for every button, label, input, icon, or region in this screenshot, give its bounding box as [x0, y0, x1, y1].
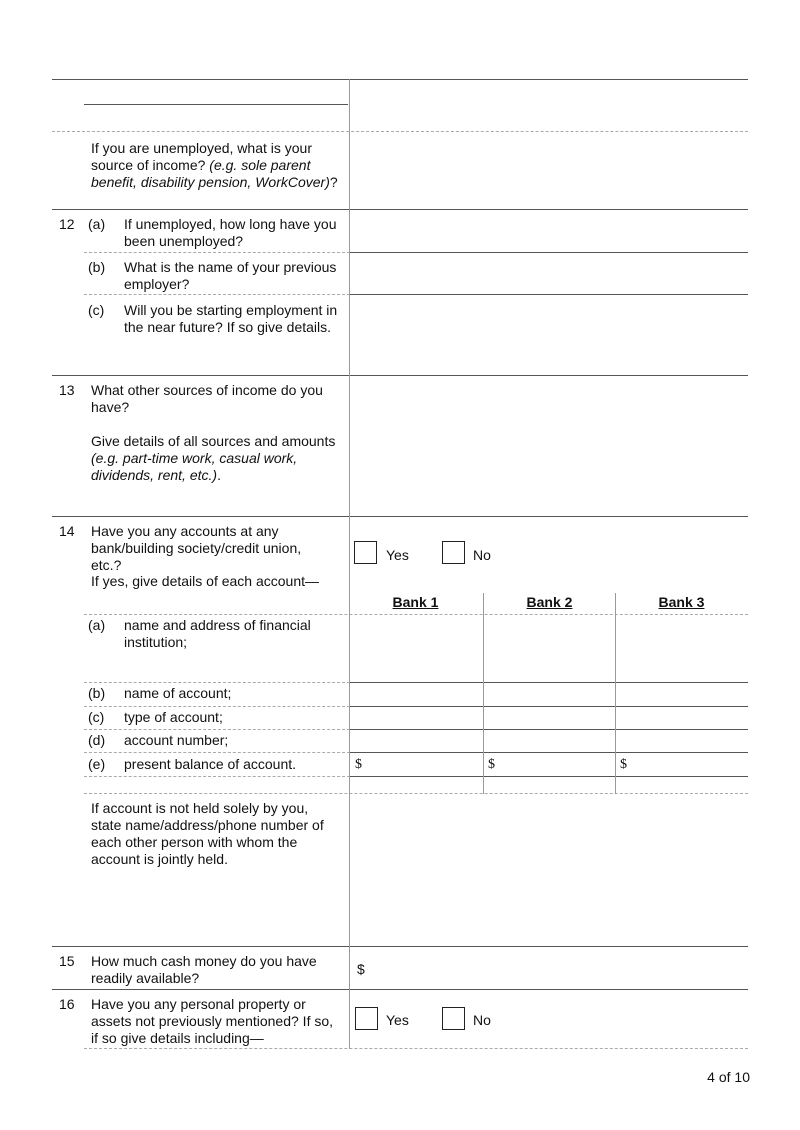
rule-top-left-inner: [84, 104, 348, 105]
q14-joint-answer-field[interactable]: [351, 795, 748, 946]
q14-yes-checkbox[interactable]: [354, 541, 377, 564]
q16-yes-checkbox[interactable]: [355, 1007, 378, 1030]
q16-number: 16: [59, 996, 75, 1012]
q13-details: Give details of all sources and amounts (e.g. part-time work, casual work, dividends, rent, etc.).: [91, 433, 336, 483]
bank-2-header: Bank 2: [526, 594, 573, 610]
q12c-answer-field[interactable]: [351, 295, 748, 375]
q12a-text: If unemployed, how long have you been unemployed?: [124, 216, 337, 249]
bank-divider-2: [615, 593, 616, 794]
rule-top: [52, 79, 748, 80]
rule-q14: [52, 516, 748, 517]
q14-joint-account-text: If account is not held solely by you, state name/address/phone number of each other person with whom the account is jointly held.: [91, 800, 324, 867]
column-divider: [349, 79, 350, 1049]
q12-number: 12: [59, 216, 75, 232]
q16-no-checkbox[interactable]: [442, 1007, 465, 1030]
q13-number: 13: [59, 382, 75, 398]
rule-q14c: [350, 706, 748, 707]
rule-top-dashed: [52, 131, 748, 132]
rule-q12b-left: [84, 252, 350, 253]
bank-2-balance-currency: $: [488, 757, 495, 772]
rule-q14b-left: [84, 682, 350, 683]
q14d-letter: (d): [88, 732, 106, 748]
rule-q16: [52, 989, 748, 990]
bank-divider-1: [483, 593, 484, 794]
q16-no-label: No: [473, 1012, 491, 1028]
q12a-letter: (a): [88, 216, 106, 232]
rule-q14d-left: [84, 729, 350, 730]
q14b-letter: (b): [88, 685, 106, 701]
bank-3-header: Bank 3: [658, 594, 705, 610]
rule-q14c-left: [84, 706, 350, 707]
q14-no-label: No: [473, 547, 491, 563]
q14-yes-label: Yes: [386, 547, 409, 563]
rule-q15: [52, 946, 748, 947]
rule-bottom: [84, 1048, 748, 1049]
rule-q14-bankhead: [84, 614, 748, 615]
q12a-answer-field[interactable]: [351, 210, 748, 252]
q16-text: Have you any personal property or assets not previously mentioned? If so, if so give details including—: [91, 996, 334, 1046]
q12c-text: Will you be starting employment in the near future? If so give details.: [124, 302, 338, 335]
q14a-text: name and address of financial institution;: [124, 617, 311, 650]
q14-text-2: If yes, give details of each account—: [91, 573, 320, 589]
q14b-text: name of account;: [124, 685, 232, 701]
rule-q14-extra-left: [84, 776, 350, 777]
q14c-text: type of account;: [124, 709, 223, 725]
q12b-text: What is the name of your previous employer?: [124, 259, 337, 292]
q14-number: 14: [59, 523, 75, 539]
bank-1-header: Bank 1: [392, 594, 439, 610]
q12b-answer-field[interactable]: [351, 253, 748, 294]
rule-q14-joint: [84, 793, 748, 794]
q14-no-checkbox[interactable]: [442, 541, 465, 564]
rule-q14e: [350, 752, 748, 753]
rule-q14b: [350, 682, 748, 683]
bank-3-balance-currency: $: [620, 757, 627, 772]
q14d-text: account number;: [124, 732, 229, 748]
page-number: 4 of 10: [707, 1069, 750, 1085]
q13-text: What other sources of income do you have?: [91, 382, 323, 415]
rule-q12c-left: [84, 294, 350, 295]
unemployed-income-question: If you are unemployed, what is your source of income? (e.g. sole parent benefit, disability pension, WorkCover)?: [91, 140, 338, 190]
q14c-letter: (c): [88, 709, 105, 725]
q15-answer-field[interactable]: [370, 948, 748, 988]
q16-yes-label: Yes: [386, 1012, 409, 1028]
q14e-text: present balance of account.: [124, 756, 297, 772]
rule-q14e-left: [84, 752, 350, 753]
rule-q14d: [350, 729, 748, 730]
q12b-letter: (b): [88, 259, 106, 275]
rule-q14-extra: [350, 776, 748, 777]
q14-text: Have you any accounts at any bank/building society/credit union, etc.?: [91, 523, 302, 573]
bank-1-balance-currency: $: [355, 757, 362, 772]
q12c-letter: (c): [88, 302, 105, 318]
q14e-letter: (e): [88, 756, 106, 772]
q13-answer-field[interactable]: [351, 376, 748, 516]
q15-currency: $: [357, 961, 365, 977]
q15-text: How much cash money do you have readily available?: [91, 953, 317, 986]
q15-number: 15: [59, 953, 75, 969]
q14a-letter: (a): [88, 617, 106, 633]
